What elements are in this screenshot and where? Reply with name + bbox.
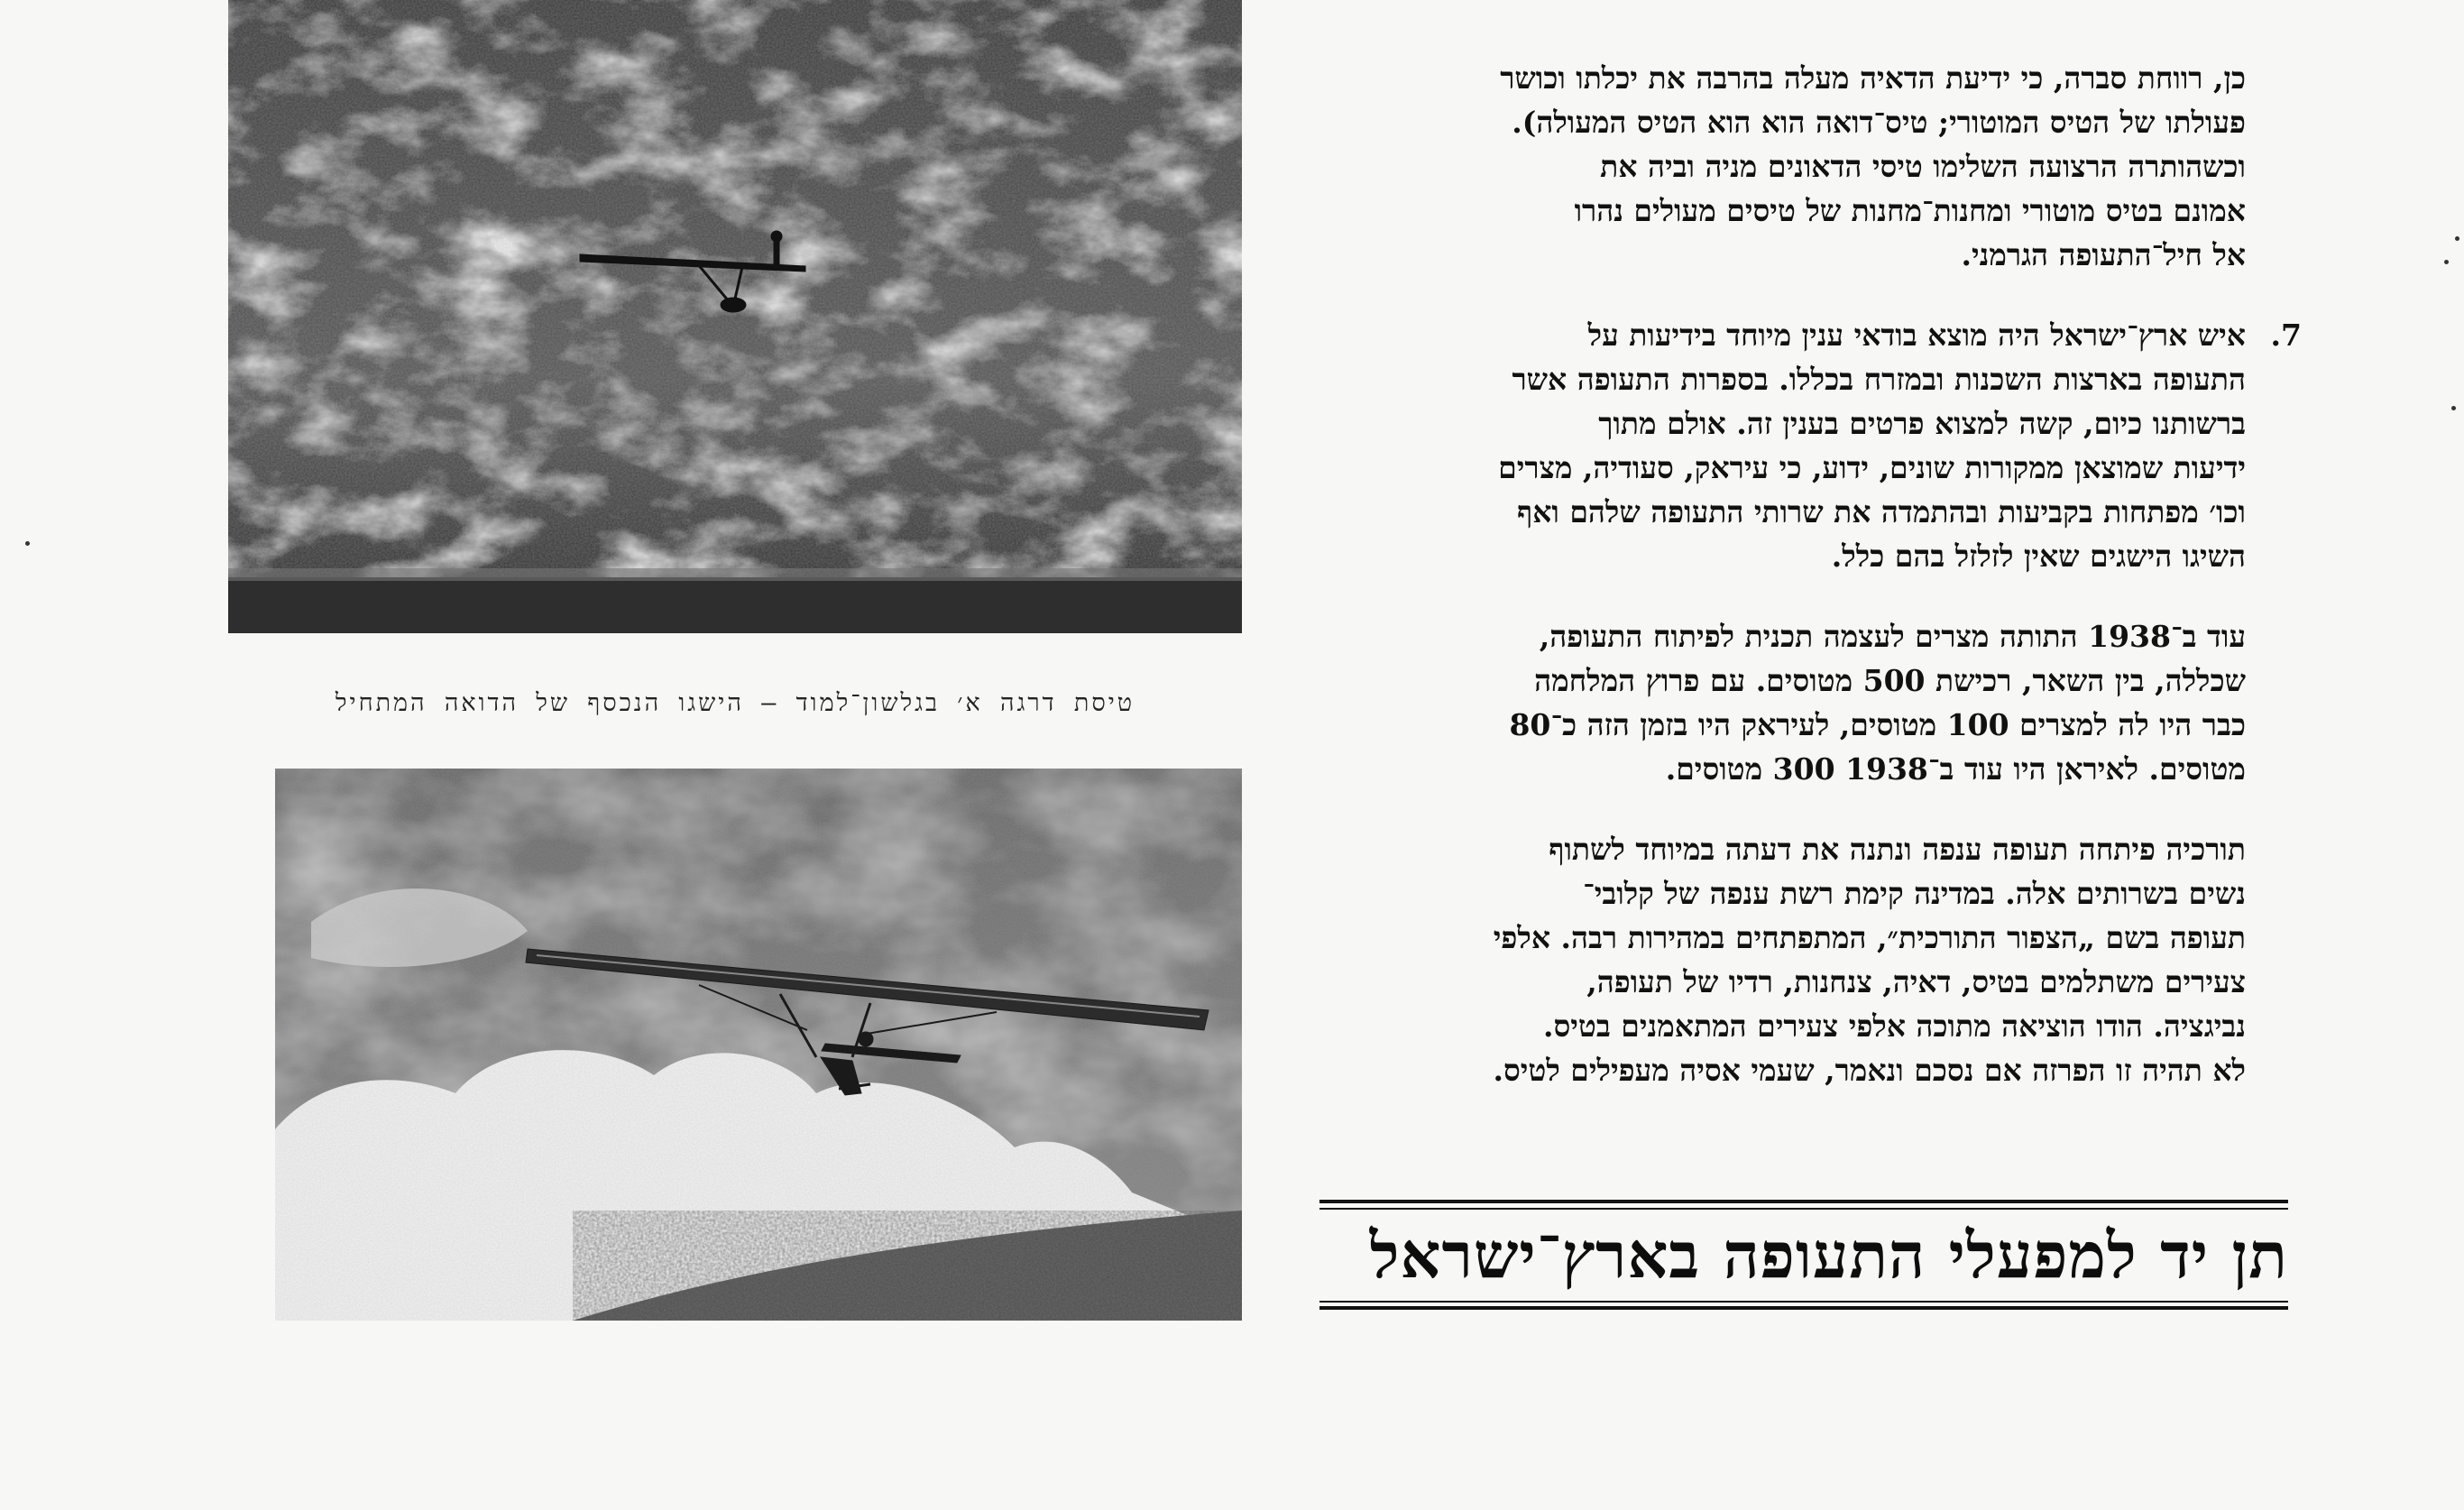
text-line: תורכיה פיתחה תעופה ענפה ונתנה את דעתה במיוחד לשתוף	[1549, 832, 2246, 867]
text-line: צעירים משתלמים בטיס, דאיה, צנחנות, רדיו של תעופה,	[1586, 964, 2246, 999]
headline-rule	[1319, 1208, 2288, 1210]
margin-speck	[2455, 236, 2459, 241]
headline-rule	[1319, 1306, 2288, 1310]
text-line: ידיעות שמוצאן ממקורות שונים, ידוע, כי עיראק, סעודיה, מצרים	[1498, 450, 2246, 485]
text-line: כבר היו לה למצרים 100 מטוסים, לעיראק היו בזמן הזה כ־80	[1509, 707, 2246, 742]
paragraph-4	[1324, 827, 2246, 1092]
paragraph-1	[1324, 56, 2246, 277]
photo-caption: טיסת דרגה א׳ בגלשון־למוד — הישגו הנכסף של הדואה המתחיל	[335, 689, 1135, 717]
text-line: נשים בשרותים אלה. במדינה קימת רשת ענפה של קלובי־	[1583, 876, 2246, 911]
glider-clouds-image	[228, 0, 1242, 633]
text-line: אמונם בטיס מוטורי ומחנות־מחנות של טיסים מעולים נהרו	[1574, 193, 2246, 228]
text-line: עוד ב־1938 התותה מצרים לעצמה תכנית לפיתוח התעופה,	[1539, 619, 2246, 654]
text-line: פעולתו של הטיס המוטורי; טיס־דואה הוא הוא הטיס המעולה).	[1512, 105, 2246, 140]
text-line: וכו׳ מפתחות בקביעות ובהתמדה את שרותי התעופה שלהם ואף	[1517, 494, 2246, 529]
headline-rule	[1319, 1200, 2288, 1203]
paragraph-number: 7.	[2270, 318, 2302, 353]
text-line: שכללה, בין השאר, רכישת 500 מטוסים. עם פרוץ המלחמה	[1534, 663, 2246, 698]
headline: תן יד למפעלי התעופה בארץ־ישראל	[1369, 1218, 2288, 1293]
headline-rule	[1319, 1301, 2288, 1303]
text-line: תעופה בשם „הצפור התורכית״, המתפתחים במהירות רבה. אלפי	[1493, 920, 2246, 955]
margin-speck	[25, 541, 30, 546]
margin-speck	[2444, 260, 2449, 264]
text-line: איש ארץ־ישראל היה מוצא בודאי ענין מיוחד בידיעות על	[1587, 318, 2246, 353]
text-line: התעופה בארצות השכנות ובמזרח בכללו. בספרות התעופה אשר	[1512, 362, 2246, 397]
glider-hill-photo	[275, 769, 1242, 1321]
text-line: נביגציה. הודו הוציאה מתוכה אלפי צעירים המתאמנים בטיס.	[1543, 1008, 2246, 1044]
text-line: אל חיל־התעופה הגרמני.	[1961, 237, 2246, 272]
text-line: מטוסים. לאיראן היו עוד ב־1938 300 מטוסים.	[1665, 751, 2246, 787]
margin-speck	[2451, 406, 2456, 410]
paragraph-3	[1324, 614, 2246, 791]
text-line: ברשותנו כיום, קשה למצוא פרטים בענין זה. אולם מתוך	[1598, 406, 2246, 441]
glider-hill-image	[275, 769, 1242, 1321]
text-line: וכשהותרה הרצועה השלימו טיסי הדאונים מניה וביה את	[1600, 149, 2246, 184]
article-text	[1324, 56, 2302, 1128]
text-line: לא תהיה זו הפרזה אם נסכם ונאמר, שעמי אסיה מעפילים לטיס.	[1493, 1053, 2246, 1088]
paragraph-2	[1324, 313, 2302, 578]
glider-clouds-photo	[228, 0, 1242, 633]
text-line: השיגו הישגים שאין לזלזל בהם כלל.	[1831, 539, 2246, 574]
text-line: כן, רווחת סברה, כי ידיעת הדאיה מעלה בהרבה את יכלתו וכושר	[1500, 60, 2246, 96]
